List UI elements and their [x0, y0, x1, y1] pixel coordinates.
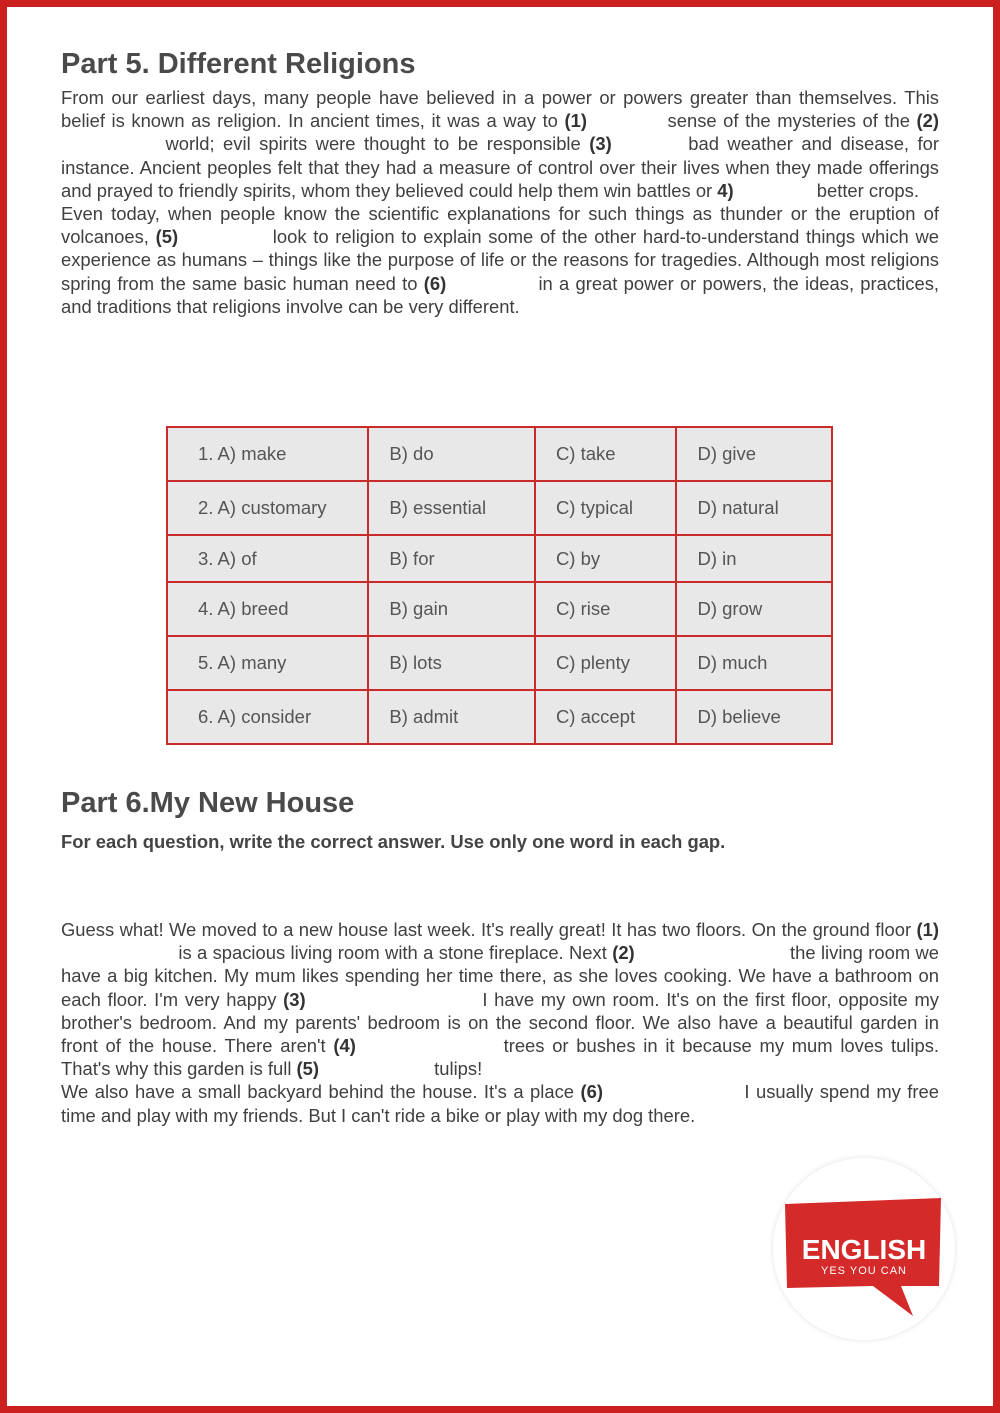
- option-1c[interactable]: C) take: [535, 427, 677, 481]
- option-4d[interactable]: D) grow: [676, 582, 832, 636]
- option-1b[interactable]: B) do: [368, 427, 535, 481]
- part5-paragraph-2: Even today, when people know the scientific explanations for such things as thunder or the eruption of volcanoes, (5) look to religion to explain some of the other hard-to-understand things which we experience as humans – things like the purpose of life or the reasons for tragedies. Although most religions spring from the same basic human need to (6) in a great power or powers, the ideas, practices, and traditions that religions involve can be very different.: [61, 203, 939, 317]
- logo-tagline: YES YOU CAN: [821, 1265, 907, 1277]
- house-gap-label-5: (5): [296, 1058, 320, 1080]
- part6-paragraph-2: We also have a small backyard behind the house. It's a place (6) I usually spend my free time and play with my friends. But I can't ride a bike or play with my dog there.: [61, 1081, 939, 1126]
- options-table: [166, 426, 833, 745]
- option-5c[interactable]: C) plenty: [535, 636, 677, 690]
- gap-label-3: (3): [589, 133, 612, 155]
- gap-label-1: (1): [564, 110, 587, 132]
- option-3d[interactable]: D) in: [676, 535, 832, 582]
- speech-bubble-icon: [773, 1158, 955, 1340]
- option-6a[interactable]: 6. A) consider: [167, 690, 368, 744]
- option-5d[interactable]: D) much: [676, 636, 832, 690]
- house-gap-label-4: (4): [333, 1035, 356, 1057]
- options-row-3: [167, 535, 832, 582]
- options-row-2: [167, 481, 832, 535]
- option-3a[interactable]: 3. A) of: [167, 535, 368, 582]
- part6-title: Part 6.My New House: [61, 787, 355, 819]
- part5-title: Part 5. Different Religions: [61, 48, 416, 80]
- option-6b[interactable]: B) admit: [368, 690, 535, 744]
- option-6c[interactable]: C) accept: [535, 690, 677, 744]
- option-2b[interactable]: B) essential: [368, 481, 535, 535]
- gap-label-5: (5): [155, 226, 179, 248]
- part6-instructions: For each question, write the correct answer. Use only one word in each gap.: [61, 831, 726, 852]
- gap-label-4: 4): [717, 179, 734, 201]
- option-4b[interactable]: B) gain: [368, 582, 535, 636]
- part5-section: [61, 42, 939, 318]
- option-2a[interactable]: 2. A) customary: [167, 481, 368, 535]
- options-row-4: [167, 582, 832, 636]
- option-3b[interactable]: B) for: [368, 535, 535, 582]
- part6-paragraph-1: Guess what! We moved to a new house last week. It's really great! It has two floors. On the ground floor (1) is a spacious living room with a stone fireplace. Next (2) the living room we have a big kitchen. My mum likes spending her time there, as she loves cooking. We have a bathroom on each floor. I'm very happy (3) I have my own room. It's on the first floor, opposite my brother's bedroom. And my parents' bedroom is on the second floor. We also have a beautiful garden in front of the house. There aren't (4) trees or bushes in it because my mum loves tulips. That's why this garden is full (5) tulips!: [61, 919, 940, 1080]
- part6-section: [61, 781, 939, 853]
- options-row-1: [167, 427, 832, 481]
- option-6d[interactable]: D) believe: [676, 690, 832, 744]
- option-4a[interactable]: 4. A) breed: [167, 582, 368, 636]
- option-1d[interactable]: D) give: [676, 427, 832, 481]
- option-5b[interactable]: B) lots: [368, 636, 535, 690]
- option-2c[interactable]: C) typical: [535, 481, 677, 535]
- house-gap-label-2: (2): [612, 942, 635, 964]
- part6-story: [61, 918, 939, 1127]
- part5-paragraph-1: From our earliest days, many people have believed in a power or powers greater than themselves. This belief is known as religion. In ancient times, it was a way to (1) sense of the mysteries of the (2) world; evil spirits were thought to be responsible (3) bad weather and disease, for instance. Ancient peoples felt that they had a measure of control over their lives when they made offerings and prayed to friendly spirits, whom they believed could help them win battles or 4) better crops.: [61, 87, 939, 201]
- options-row-6: [167, 690, 832, 744]
- options-row-5: [167, 636, 832, 690]
- option-1a[interactable]: 1. A) make: [167, 427, 368, 481]
- option-4c[interactable]: C) rise: [535, 582, 677, 636]
- house-gap-label-6: (6): [580, 1081, 603, 1103]
- option-5a[interactable]: 5. A) many: [167, 636, 368, 690]
- gap-label-6: (6): [423, 272, 447, 294]
- option-3c[interactable]: C) by: [535, 535, 677, 582]
- logo-word: ENGLISH: [801, 1234, 927, 1265]
- english-yes-you-can-logo: [773, 1158, 955, 1340]
- gap-label-2: (2): [916, 110, 939, 132]
- house-gap-label-1: (1): [916, 919, 939, 940]
- house-gap-label-3: (3): [283, 988, 306, 1010]
- option-2d[interactable]: D) natural: [676, 481, 832, 535]
